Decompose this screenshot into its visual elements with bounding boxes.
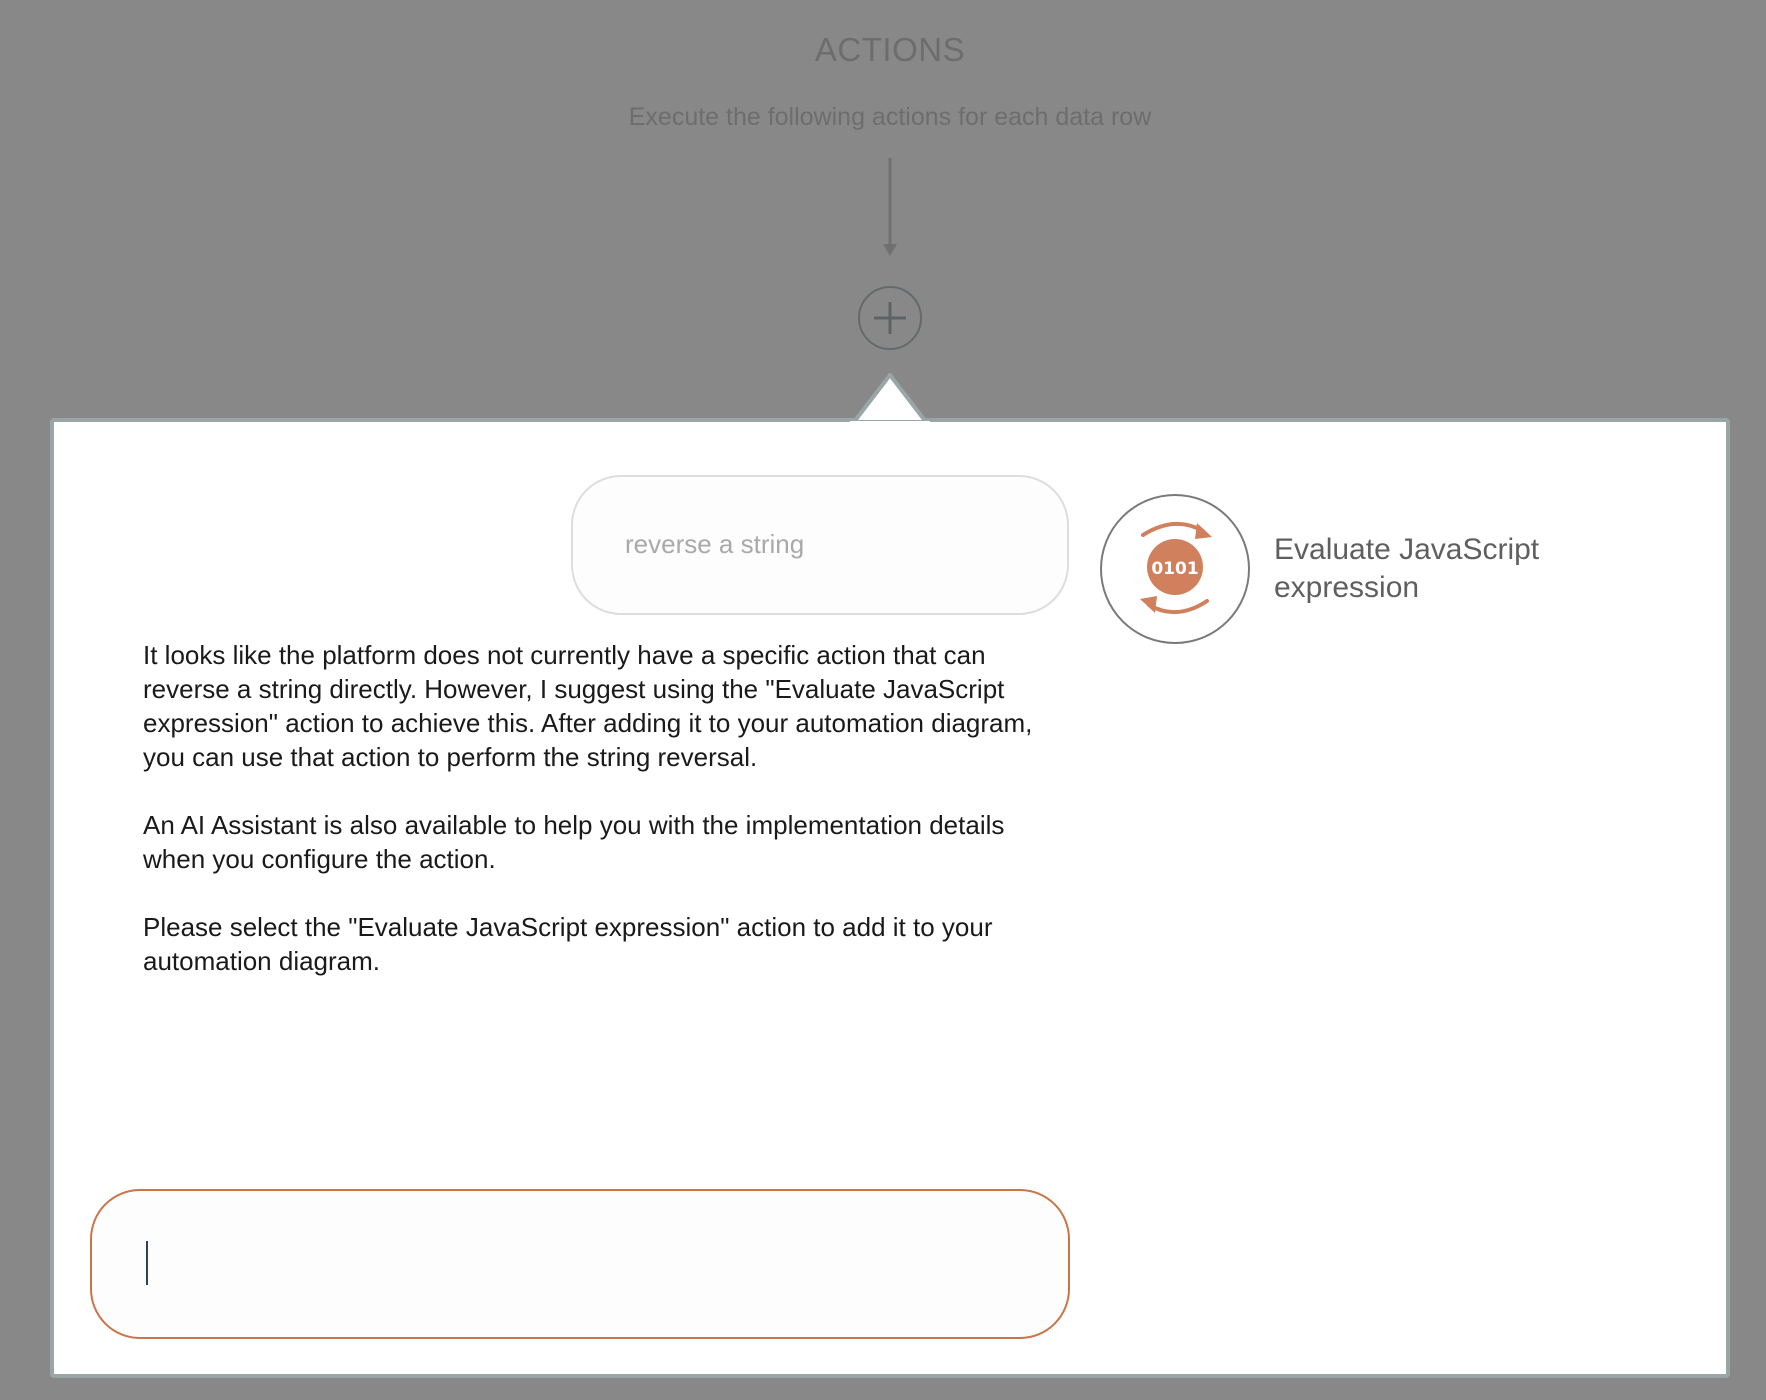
javascript-evaluate-icon [1099, 493, 1251, 645]
user-message-text: reverse a string [625, 529, 805, 559]
chat-input-container[interactable] [90, 1189, 1070, 1339]
section-title: ACTIONS [814, 31, 966, 68]
section-subtitle: Execute the following actions for each data row [628, 103, 1152, 131]
assistant-paragraph: Please select the "Evaluate JavaScript expression" action to add it to your automation diagram. [143, 912, 993, 976]
panel-pointer [850, 373, 930, 425]
assistant-paragraph: An AI Assistant is also available to help you with the implementation details when you configure the action. [143, 810, 1005, 874]
assistant-paragraph: It looks like the platform does not currently have a specific action that can reverse a string directly. However, I suggest using the "Evaluate JavaScript expression" action to achieve this. After adding it to your automation diagram, you can use that action to perform the string reversal. [143, 640, 1033, 772]
plus-circle-icon[interactable] [857, 285, 923, 351]
arrow-down-icon [880, 156, 900, 258]
suggested-action-label: Evaluate JavaScript expression [1274, 533, 1540, 604]
user-message-bubble [571, 475, 1069, 615]
icon-text: 0101 [1151, 559, 1199, 579]
assistant-message [143, 638, 1073, 1012]
chat-input[interactable] [146, 1237, 1026, 1287]
suggested-action-evaluate-javascript[interactable] [1099, 493, 1559, 645]
